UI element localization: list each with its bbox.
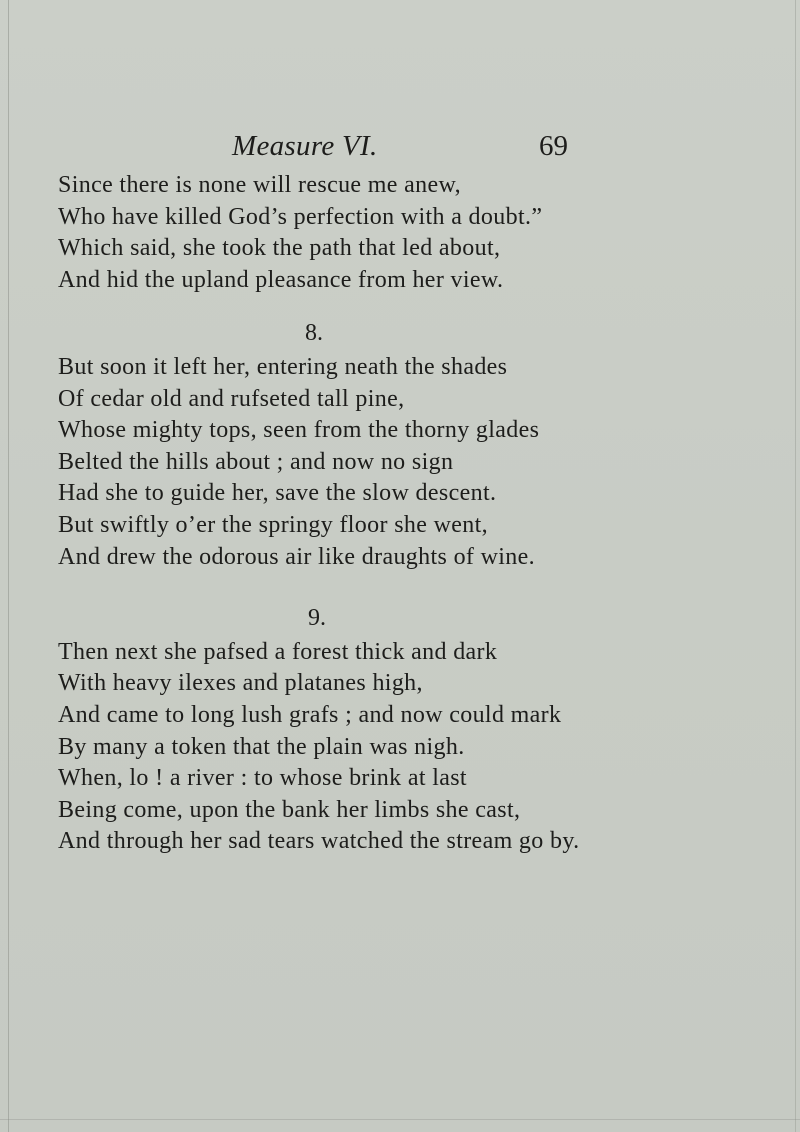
verse-line: Belted the hills about ; and now no sign: [58, 448, 454, 475]
page-left-edge: [8, 0, 9, 1132]
stanza-continuation: [58, 170, 598, 296]
poem-text: [58, 170, 598, 858]
verse-line: But swiftly o’er the springy floor she went,: [58, 511, 488, 538]
verse-line: Of cedar old and rufseted tall pine,: [58, 385, 405, 412]
verse-line: With heavy ilexes and platanes high,: [58, 670, 423, 697]
stanza-number: 8.: [305, 320, 323, 347]
verse-line: But soon it left her, entering neath the shades: [58, 353, 508, 380]
verse-line: Who have killed God’s perfection with a doubt.”: [58, 203, 543, 230]
verse-line: And drew the odorous air like draughts of wine.: [58, 543, 536, 570]
verse-line: When, lo ! a river : to whose brink at last: [58, 765, 467, 792]
stanza-8: [58, 318, 598, 573]
verse-line: And hid the upland pleasance from her view.: [58, 266, 504, 293]
verse-line: By many a token that the plain was nigh.: [58, 733, 465, 760]
stanza-number: 9.: [308, 605, 326, 632]
verse-line: Since there is none will rescue me anew,: [58, 172, 461, 198]
running-head: Measure VI.: [232, 130, 378, 162]
verse-line: Whose mighty tops, seen from the thorny glades: [58, 417, 540, 444]
page-header: [0, 128, 800, 168]
verse-line: And through her sad tears watched the stream go by.: [58, 828, 580, 855]
page-bottom-edge: [0, 1119, 800, 1120]
verse-line: And came to long lush grafs ; and now could mark: [58, 701, 562, 728]
page-number: 69: [539, 130, 568, 162]
verse-line: Which said, she took the path that led about,: [58, 235, 501, 262]
verse-line: Had she to guide her, save the slow descent.: [58, 480, 497, 507]
page-right-edge: [795, 0, 796, 1132]
verse-line: Being come, upon the bank her limbs she cast,: [58, 796, 521, 823]
verse-line: Then next she pafsed a forest thick and dark: [58, 638, 498, 665]
stanza-9: [58, 603, 598, 858]
